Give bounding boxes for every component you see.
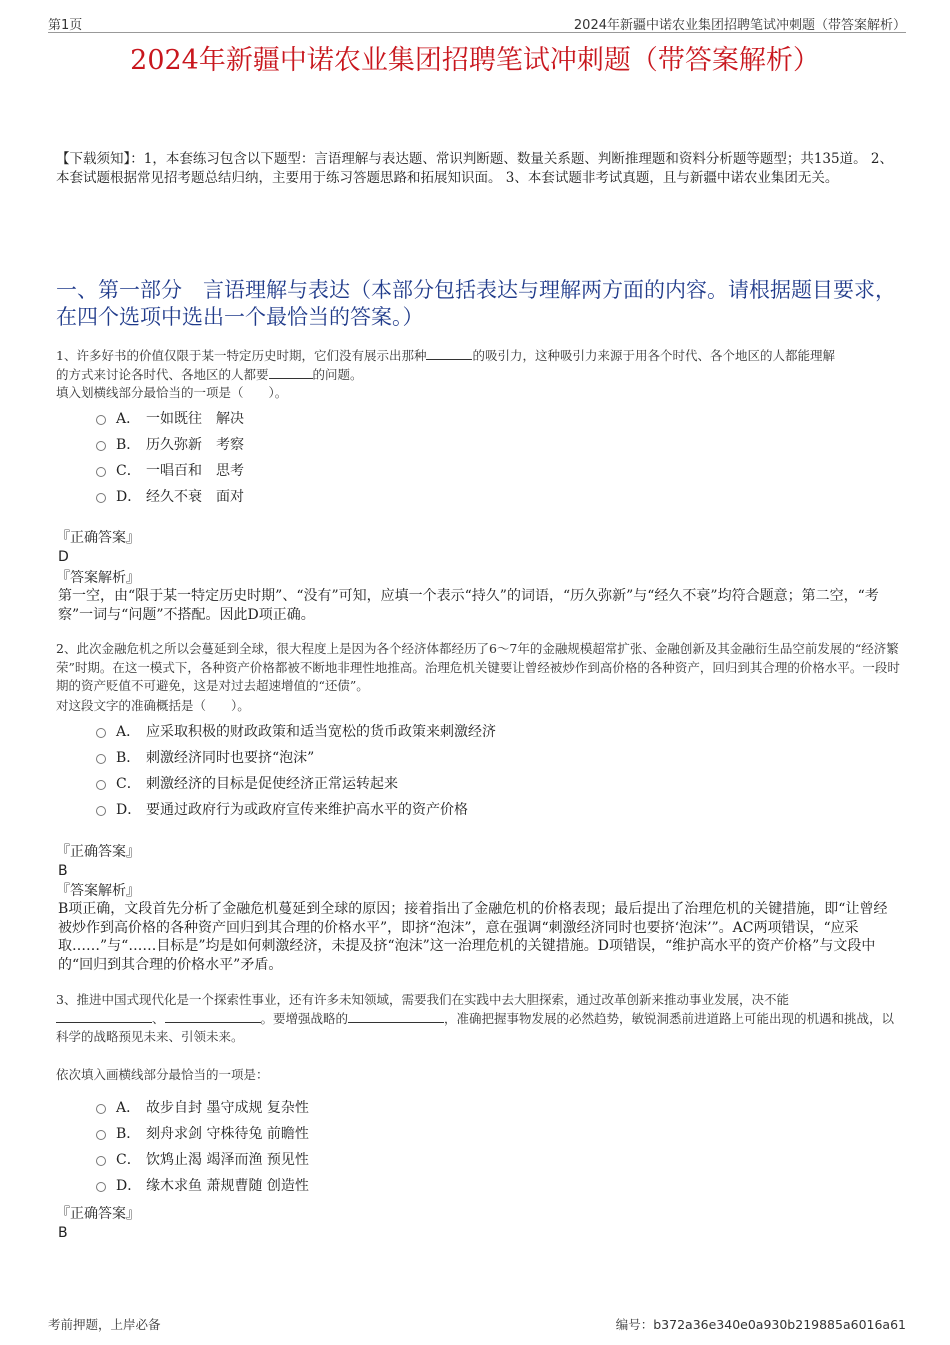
question-2-options: [96, 721, 496, 821]
fill-blank: [165, 1010, 261, 1023]
option-a[interactable]: A． 应采取积极的财政政策和适当宽松的货币政策来刺激经济: [96, 721, 496, 743]
option-label: 应采取积极的财政政策和适当宽松的货币政策来刺激经济: [146, 724, 496, 740]
radio-icon[interactable]: [96, 441, 106, 451]
question-1-prompt: 填入划横线部分最恰当的一项是（ ）。: [56, 385, 288, 400]
option-d[interactable]: D． 缘木求鱼 萧规曹随 创造性: [96, 1175, 309, 1197]
q3-text-part: ，准确把握事物发展的必然趋势，敏锐洞悉前进道路上可能出现的机遇和挑战，以科学的战略预见未来、引领未来。: [56, 1010, 895, 1044]
radio-icon[interactable]: [96, 1104, 106, 1114]
explanation-text: 第一空，由“限于某一特定历史时期”、“没有”可知，应填一个表示“持久”的词语，“历久弥新”与“经久不衰”均符合题意；第二空，“考察”一词与“问题”不搭配。因此D项正确。: [58, 588, 879, 623]
footer-serial: [616, 1315, 906, 1333]
q1-text-part: 的吸引力，这种吸引力来源于用各个时代、各个地区的人都能理解: [472, 348, 835, 363]
serial-code: b372a36e340e0a930b219885a6016a61: [653, 1317, 906, 1332]
running-title: 2024年新疆中诺农业集团招聘笔试冲刺题（带答案解析）: [573, 18, 906, 33]
option-label: 历久弥新 考察: [146, 437, 244, 453]
radio-icon[interactable]: [96, 754, 106, 764]
download-notice: 【下载须知】：1，本套练习包含以下题型：言语理解与表达题、常识判断题、数量关系题、判断推理题和资料分析题等题型；共135道。 2、本套试题根据常见招考题总结归纳，主要用于练习答题思路和拓展知识面。 3、本套试题非考试真题，且与新疆中诺农业集团无关。: [56, 151, 893, 186]
radio-icon[interactable]: [96, 728, 106, 738]
radio-icon[interactable]: [96, 806, 106, 816]
option-label: 饮鸩止渴 竭泽而渔 预见性: [146, 1152, 309, 1168]
question-3-prompt: 依次填入画横线部分最恰当的一项是：: [56, 1067, 269, 1082]
question-1-options: [96, 408, 244, 508]
q3-text-part: 3、推进中国式现代化是一个探索性事业，还有许多未知领域，需要我们在实践中去大胆探索，通过改革创新来推动事业发展，决不能: [56, 992, 789, 1007]
explanation-label: 『答案解析』: [56, 883, 140, 899]
option-label: 故步自封 墨守成规 复杂性: [146, 1100, 309, 1116]
option-label: 刺激经济同时也要挤“泡沫”: [146, 750, 315, 766]
correct-answer: D: [58, 549, 69, 565]
option-label: 一如既往 解决: [146, 411, 244, 427]
q1-text-part: 1、许多好书的价值仅限于某一特定历史时期，它们没有展示出那种: [56, 348, 427, 363]
radio-icon[interactable]: [96, 780, 106, 790]
option-c[interactable]: C． 一唱百和 思考: [96, 460, 244, 482]
radio-icon[interactable]: [96, 415, 106, 425]
document-title: 2024年新疆中诺农业集团招聘笔试冲刺题（带答案解析）: [130, 45, 820, 76]
radio-icon[interactable]: [96, 1130, 106, 1140]
option-b[interactable]: B． 刻舟求剑 守株待兔 前瞻性: [96, 1123, 309, 1145]
q1-text-part: 的问题。: [312, 366, 363, 382]
radio-icon[interactable]: [96, 1182, 106, 1192]
option-a[interactable]: A． 一如既往 解决: [96, 408, 244, 430]
option-a[interactable]: A． 故步自封 墨守成规 复杂性: [96, 1097, 309, 1119]
q1-text-part: 的方式来讨论各时代、各地区的人都要: [56, 366, 269, 382]
option-b[interactable]: B． 历久弥新 考察: [96, 434, 244, 456]
fill-blank: [56, 1010, 152, 1023]
q3-text-part: 、: [152, 1010, 165, 1026]
option-label: 刻舟求剑 守株待兔 前瞻性: [146, 1126, 309, 1142]
option-label: 缘木求鱼 萧规曹随 创造性: [146, 1178, 309, 1194]
question-2-prompt: 对这段文字的准确概括是（ ）。: [56, 698, 250, 713]
option-c[interactable]: C． 饮鸩止渴 竭泽而渔 预见性: [96, 1149, 309, 1171]
option-b[interactable]: B． 刺激经济同时也要挤“泡沫”: [96, 747, 496, 769]
correct-answer: B: [58, 863, 68, 879]
question-1-text: [56, 347, 906, 403]
option-label: 经久不衰 面对: [146, 489, 244, 505]
answer-label: 『正确答案』: [56, 1206, 140, 1222]
explanation-text: B项正确，文段首先分析了金融危机蔓延到全球的原因；接着指出了金融危机的价格表现；最后提出了治理危机的关键措施，即“让曾经被炒作到高价格的各种资产回归到其合理的价格水平”，即挤“泡沫”，意在强调“刺激经济同时也要挤‘泡沫’”。AC两项错误，“应采取……”与“……目标是”均是如何刺激经济，未提及挤“泡沫”这一治理危机的关键措施。D项错误，“维护高水平的资产价格”与文段中的“回归到其合理的价格水平”矛盾。: [58, 901, 888, 973]
radio-icon[interactable]: [96, 1156, 106, 1166]
header-divider: [48, 32, 906, 33]
option-label: 刺激经济的目标是促使经济正常运转起来: [146, 776, 398, 792]
section-heading: 一、第一部分 言语理解与表达（本部分包括表达与理解两方面的内容。请根据题目要求，在四个选项中选出一个最恰当的答案。）: [56, 278, 896, 329]
option-d[interactable]: D． 要通过政府行为或政府宣传来维护高水平的资产价格: [96, 799, 496, 821]
question-2-text: 2、此次金融危机之所以会蔓延到全球，很大程度上是因为各个经济体都经历了6～7年的金融规模超常扩张、金融创新及其金融衍生品空前发展的“经济繁荣”时期。在这一模式下，各种资产价格都被不断地非理性地推高。治理危机关键要让曾经被炒作到高价格的各种资产，回归到其合理的价格水平。一段时期的资产贬值不可避免，这是对过去超速增值的“还债”。: [56, 641, 900, 693]
answer-label: 『正确答案』: [56, 530, 140, 546]
answer-label: 『正确答案』: [56, 844, 140, 860]
fill-blank: [426, 347, 472, 360]
radio-icon[interactable]: [96, 493, 106, 503]
fill-blank: [269, 366, 313, 379]
page-number: 第1页: [48, 18, 83, 33]
correct-answer: B: [58, 1225, 68, 1241]
q3-text-part: 。要增强战略的: [260, 1010, 349, 1026]
question-3-text: [56, 991, 896, 1047]
option-c[interactable]: C． 刺激经济的目标是促使经济正常运转起来: [96, 773, 496, 795]
serial-label: 编号：: [615, 1317, 654, 1332]
option-d[interactable]: D． 经久不衰 面对: [96, 486, 244, 508]
option-label: 一唱百和 思考: [146, 463, 244, 479]
question-3-options: [96, 1097, 309, 1197]
radio-icon[interactable]: [96, 467, 106, 477]
option-label: 要通过政府行为或政府宣传来维护高水平的资产价格: [146, 802, 468, 818]
fill-blank: [348, 1010, 444, 1023]
explanation-label: 『答案解析』: [56, 570, 140, 586]
footer-slogan: 考前押题，上岸必备: [48, 1317, 161, 1332]
